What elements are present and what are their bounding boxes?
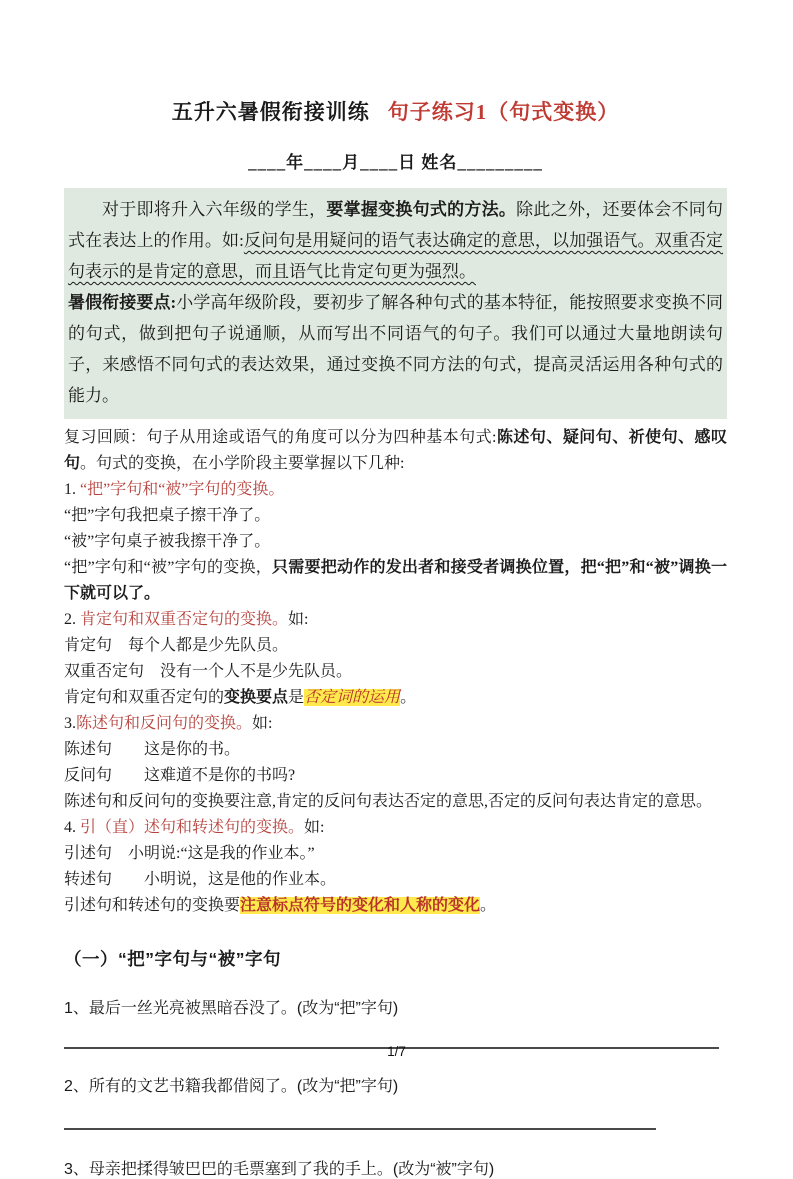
question-2: 2、所有的文艺书籍我都借阅了。(改为“把”字句) [64, 1078, 399, 1095]
title-black-part: 五升六暑假衔接训练 [171, 100, 370, 124]
answer-blank-line-2 [64, 1128, 656, 1130]
review-intro: 复习回顾：句子从用途或语气的角度可以分为四种基本句式:陈述句、疑问句、祈使句、感叹句。句式的变换，在小学阶段主要掌握以下几种: [64, 429, 727, 472]
question-3: 3、母亲把揉得皱巴巴的毛票塞到了我的手上。(改为“被”字句) [64, 1161, 495, 1178]
review-item-3-note: 陈述句和反问句的变换要注意,肯定的反问句表达否定的意思,否定的反问句表达肯定的意思。 [64, 793, 713, 810]
review-item-4-note: 引述句和转述句的变换要注意标点符号的变化和人称的变化。 [64, 897, 497, 914]
intro-box [64, 188, 727, 419]
review-item-1-note: “把”字句和“被”字句的变换，只需要把动作的发出者和接受者调换位置，把“把”和“被”调换一下就可以了。 [64, 559, 727, 602]
wavy-underlined-text: 反问句是用疑问的语气表达确定的意思，以加强语气。双重否定句表示的是肯定的意思，而且语气比肯定句更为强烈。 [68, 231, 724, 281]
title-red-part: 句子练习1（句式变换） [387, 100, 620, 124]
intro-paragraph-1: 对于即将升入六年级的学生，要掌握变换句式的方法。除此之外，还要体会不同句式在表达上的作用。如:反问句是用疑问的语气表达确定的意思，以加强语气。双重否定句表示的是肯定的意思，而且语气比肯定句更为强烈。 [68, 200, 724, 281]
review-item-4-example-reported: 转述句 小明说，这是他的作业本。 [64, 871, 337, 888]
review-item-2-example-double-negative: 双重否定句 没有一个人不是少先队员。 [64, 663, 353, 680]
key-points-label: 暑假衔接要点: [68, 293, 177, 312]
date-name-line: ____年____月____日 姓名_________ [248, 153, 543, 172]
review-item-3-title: 3.陈述句和反问句的变换。如: [64, 715, 273, 732]
exercise-section-heading: （一）“把”字句与“被”字句 [64, 949, 281, 969]
highlighted-key-phrase-negation: 否定词的运用 [304, 689, 401, 706]
review-item-2-note: 肯定句和双重否定句的变换要点是否定词的运用。 [64, 689, 417, 706]
intro-paragraph-2: 暑假衔接要点:小学高年级阶段，要初步了解各种句式的基本特征，能按照要求变换不同的句式，做到把句子说通顺，从而写出不同语气的句子。我们可以通过大量地朗读句子，来感悟不同句式的表达效果，通过变换不同方法的句式，提高灵活运用各种句式的能力。 [68, 293, 723, 405]
review-item-2-example-positive: 肯定句 每个人都是少先队员。 [64, 637, 289, 654]
review-item-2-title: 2. 肯定句和双重否定句的变换。如: [64, 611, 309, 628]
review-section [64, 425, 727, 919]
review-item-3-example-rhetorical: 反问句 这难道不是你的书吗? [64, 767, 296, 784]
review-item-1-title: 1. “把”字句和“被”字句的变换。 [64, 481, 285, 498]
review-item-4-example-quote: 引述句 小明说:“这是我的作业本。” [64, 845, 315, 862]
review-item-4-title: 4. 引（直）述句和转述句的变换。如: [64, 819, 325, 836]
review-item-1-example-ba: “把”字句我把桌子擦干净了。 [64, 507, 271, 524]
review-item-3-example-statement: 陈述句 这是你的书。 [64, 741, 241, 758]
page-title [64, 96, 727, 126]
review-item-1-example-bei: “被”字句桌子被我擦干净了。 [64, 533, 271, 550]
page-number: 1/7 [387, 1044, 406, 1059]
question-1: 1、最后一丝光亮被黑暗吞没了。(改为“把”字句) [64, 1000, 399, 1017]
highlighted-key-phrase-punctuation: 注意标点符号的变化和人称的变化 [240, 897, 481, 914]
